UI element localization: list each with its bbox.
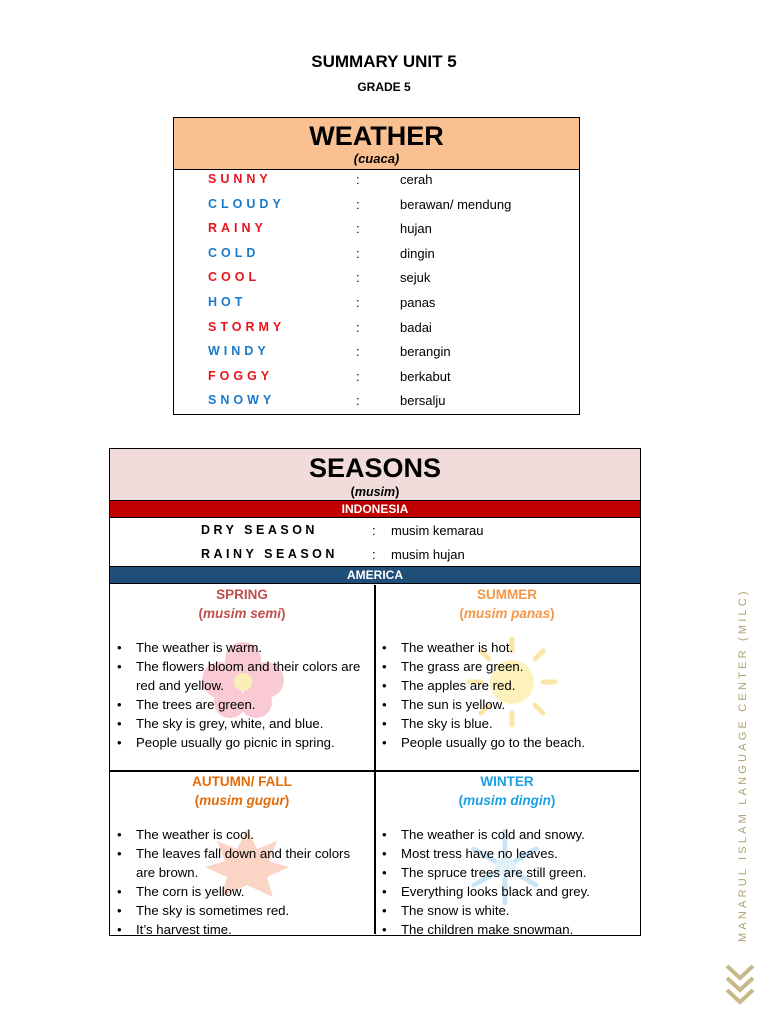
list-item: • The grass are green.: [375, 657, 639, 676]
list-item: • Most tress have no leaves.: [375, 844, 639, 863]
spring-subtitle: (musim semi): [198, 606, 286, 621]
separator: :: [356, 368, 360, 384]
weather-row: [174, 344, 579, 368]
weather-term: COLD: [208, 245, 260, 260]
winter-subtitle: (musim dingin): [458, 793, 556, 808]
weather-translation: cerah: [400, 172, 433, 187]
winter-title: WINTER: [480, 774, 534, 789]
indonesia-section: [110, 518, 640, 567]
summer-title: SUMMER: [477, 587, 537, 602]
seasons-grid: [110, 585, 639, 934]
indonesia-bar: INDONESIA: [110, 501, 640, 518]
list-item: • The children make snowman.: [375, 920, 639, 934]
separator: :: [356, 295, 360, 310]
weather-row: [174, 197, 579, 221]
list-item: • The corn is yellow.: [110, 882, 374, 901]
list-item: • Everything looks black and grey.: [375, 882, 639, 901]
list-item: • It’s harvest time.: [110, 920, 374, 934]
seasons-header: [110, 449, 640, 501]
seasons-title: SEASONS: [308, 453, 442, 483]
weather-term: HOT: [208, 295, 247, 309]
weather-translation: sejuk: [400, 270, 431, 286]
autumn-cell: [110, 772, 374, 934]
weather-term: CLOUDY: [208, 196, 285, 211]
weather-translation: berawan/ mendung: [400, 196, 512, 212]
summer-list: [375, 638, 639, 752]
separator: :: [356, 196, 360, 212]
separator: :: [356, 319, 360, 335]
weather-subtitle: (cuaca): [353, 151, 400, 166]
separator: :: [356, 221, 360, 237]
separator: :: [356, 393, 360, 409]
page-title: SUMMARY UNIT 5: [311, 52, 457, 71]
list-item: • The sky is sometimes red.: [110, 901, 374, 920]
weather-title: WEATHER: [309, 121, 444, 151]
weather-row: [174, 393, 579, 417]
separator: :: [356, 245, 360, 261]
winter-cell: [375, 772, 639, 934]
list-item: • People usually go to the beach.: [375, 733, 639, 752]
weather-row: [174, 172, 579, 196]
summer-subtitle: (musim panas): [459, 606, 555, 621]
autumn-list: [110, 825, 374, 934]
weather-translation: berangin: [400, 344, 451, 360]
list-item: • The weather is cool.: [110, 825, 374, 844]
list-item: • The flowers bloom and their colors are red and yellow.: [110, 657, 374, 695]
seasons-subtitle: (musim): [350, 485, 400, 499]
list-item: • The trees are green.: [110, 695, 374, 714]
list-item: • The weather is cold and snowy.: [375, 825, 639, 844]
list-item: • The sky is blue.: [375, 714, 639, 733]
weather-row: [174, 270, 579, 294]
list-item: • The leaves fall down and their colors are brown.: [110, 844, 374, 882]
list-item: • The sky is grey, white, and blue.: [110, 714, 374, 733]
weather-term: SUNNY: [208, 172, 272, 186]
separator: :: [356, 270, 360, 286]
weather-row: [174, 320, 579, 344]
weather-translation: dingin: [400, 245, 435, 261]
weather-term: STORMY: [208, 319, 286, 334]
weather-table: [173, 117, 580, 415]
weather-term: FOGGY: [208, 368, 274, 383]
spring-list: [110, 638, 374, 752]
america-bar: AMERICA: [110, 567, 640, 584]
spring-title: SPRING: [216, 587, 268, 602]
list-item: • The sun is yellow.: [375, 695, 639, 714]
indonesia-row: DRY SEASON : musim kemarau: [201, 523, 484, 538]
weather-row: [174, 295, 579, 319]
list-item: • The weather is hot.: [375, 638, 639, 657]
weather-term: COOL: [208, 270, 261, 285]
page-subtitle: GRADE 5: [357, 80, 411, 94]
winter-list: [375, 825, 639, 934]
autumn-title: AUTUMN/ FALL: [192, 774, 292, 789]
list-item: • The weather is warm.: [110, 638, 374, 657]
weather-translation: badai: [400, 319, 432, 335]
summer-cell: [375, 585, 639, 770]
list-item: • The snow is white.: [375, 901, 639, 920]
weather-row: [174, 221, 579, 245]
spring-cell: [110, 585, 374, 770]
chevron-down-icon: [724, 962, 756, 1010]
indonesia-row: RAINY SEASON : musim hujan: [201, 547, 465, 562]
list-item: • People usually go picnic in spring.: [110, 733, 374, 752]
list-item: • The spruce trees are still green.: [375, 863, 639, 882]
separator: :: [356, 344, 360, 360]
weather-row: [174, 246, 579, 270]
grid-divider: [110, 770, 639, 772]
weather-row: [174, 369, 579, 393]
weather-header: [174, 118, 579, 170]
seasons-table: [109, 448, 641, 936]
separator: :: [356, 172, 360, 187]
list-item: • The apples are red.: [375, 676, 639, 695]
weather-term: WINDY: [208, 344, 270, 359]
weather-translation: panas: [400, 295, 436, 310]
weather-translation: hujan: [400, 221, 432, 237]
weather-term: SNOWY: [208, 393, 276, 408]
side-caption: MANARUL ISLAM LANGUAGE CENTER (MILC): [737, 588, 749, 942]
autumn-subtitle: (musim gugur): [194, 793, 290, 808]
weather-translation: bersalju: [400, 393, 446, 409]
weather-translation: berkabut: [400, 368, 451, 384]
weather-term: RAINY: [208, 221, 267, 236]
